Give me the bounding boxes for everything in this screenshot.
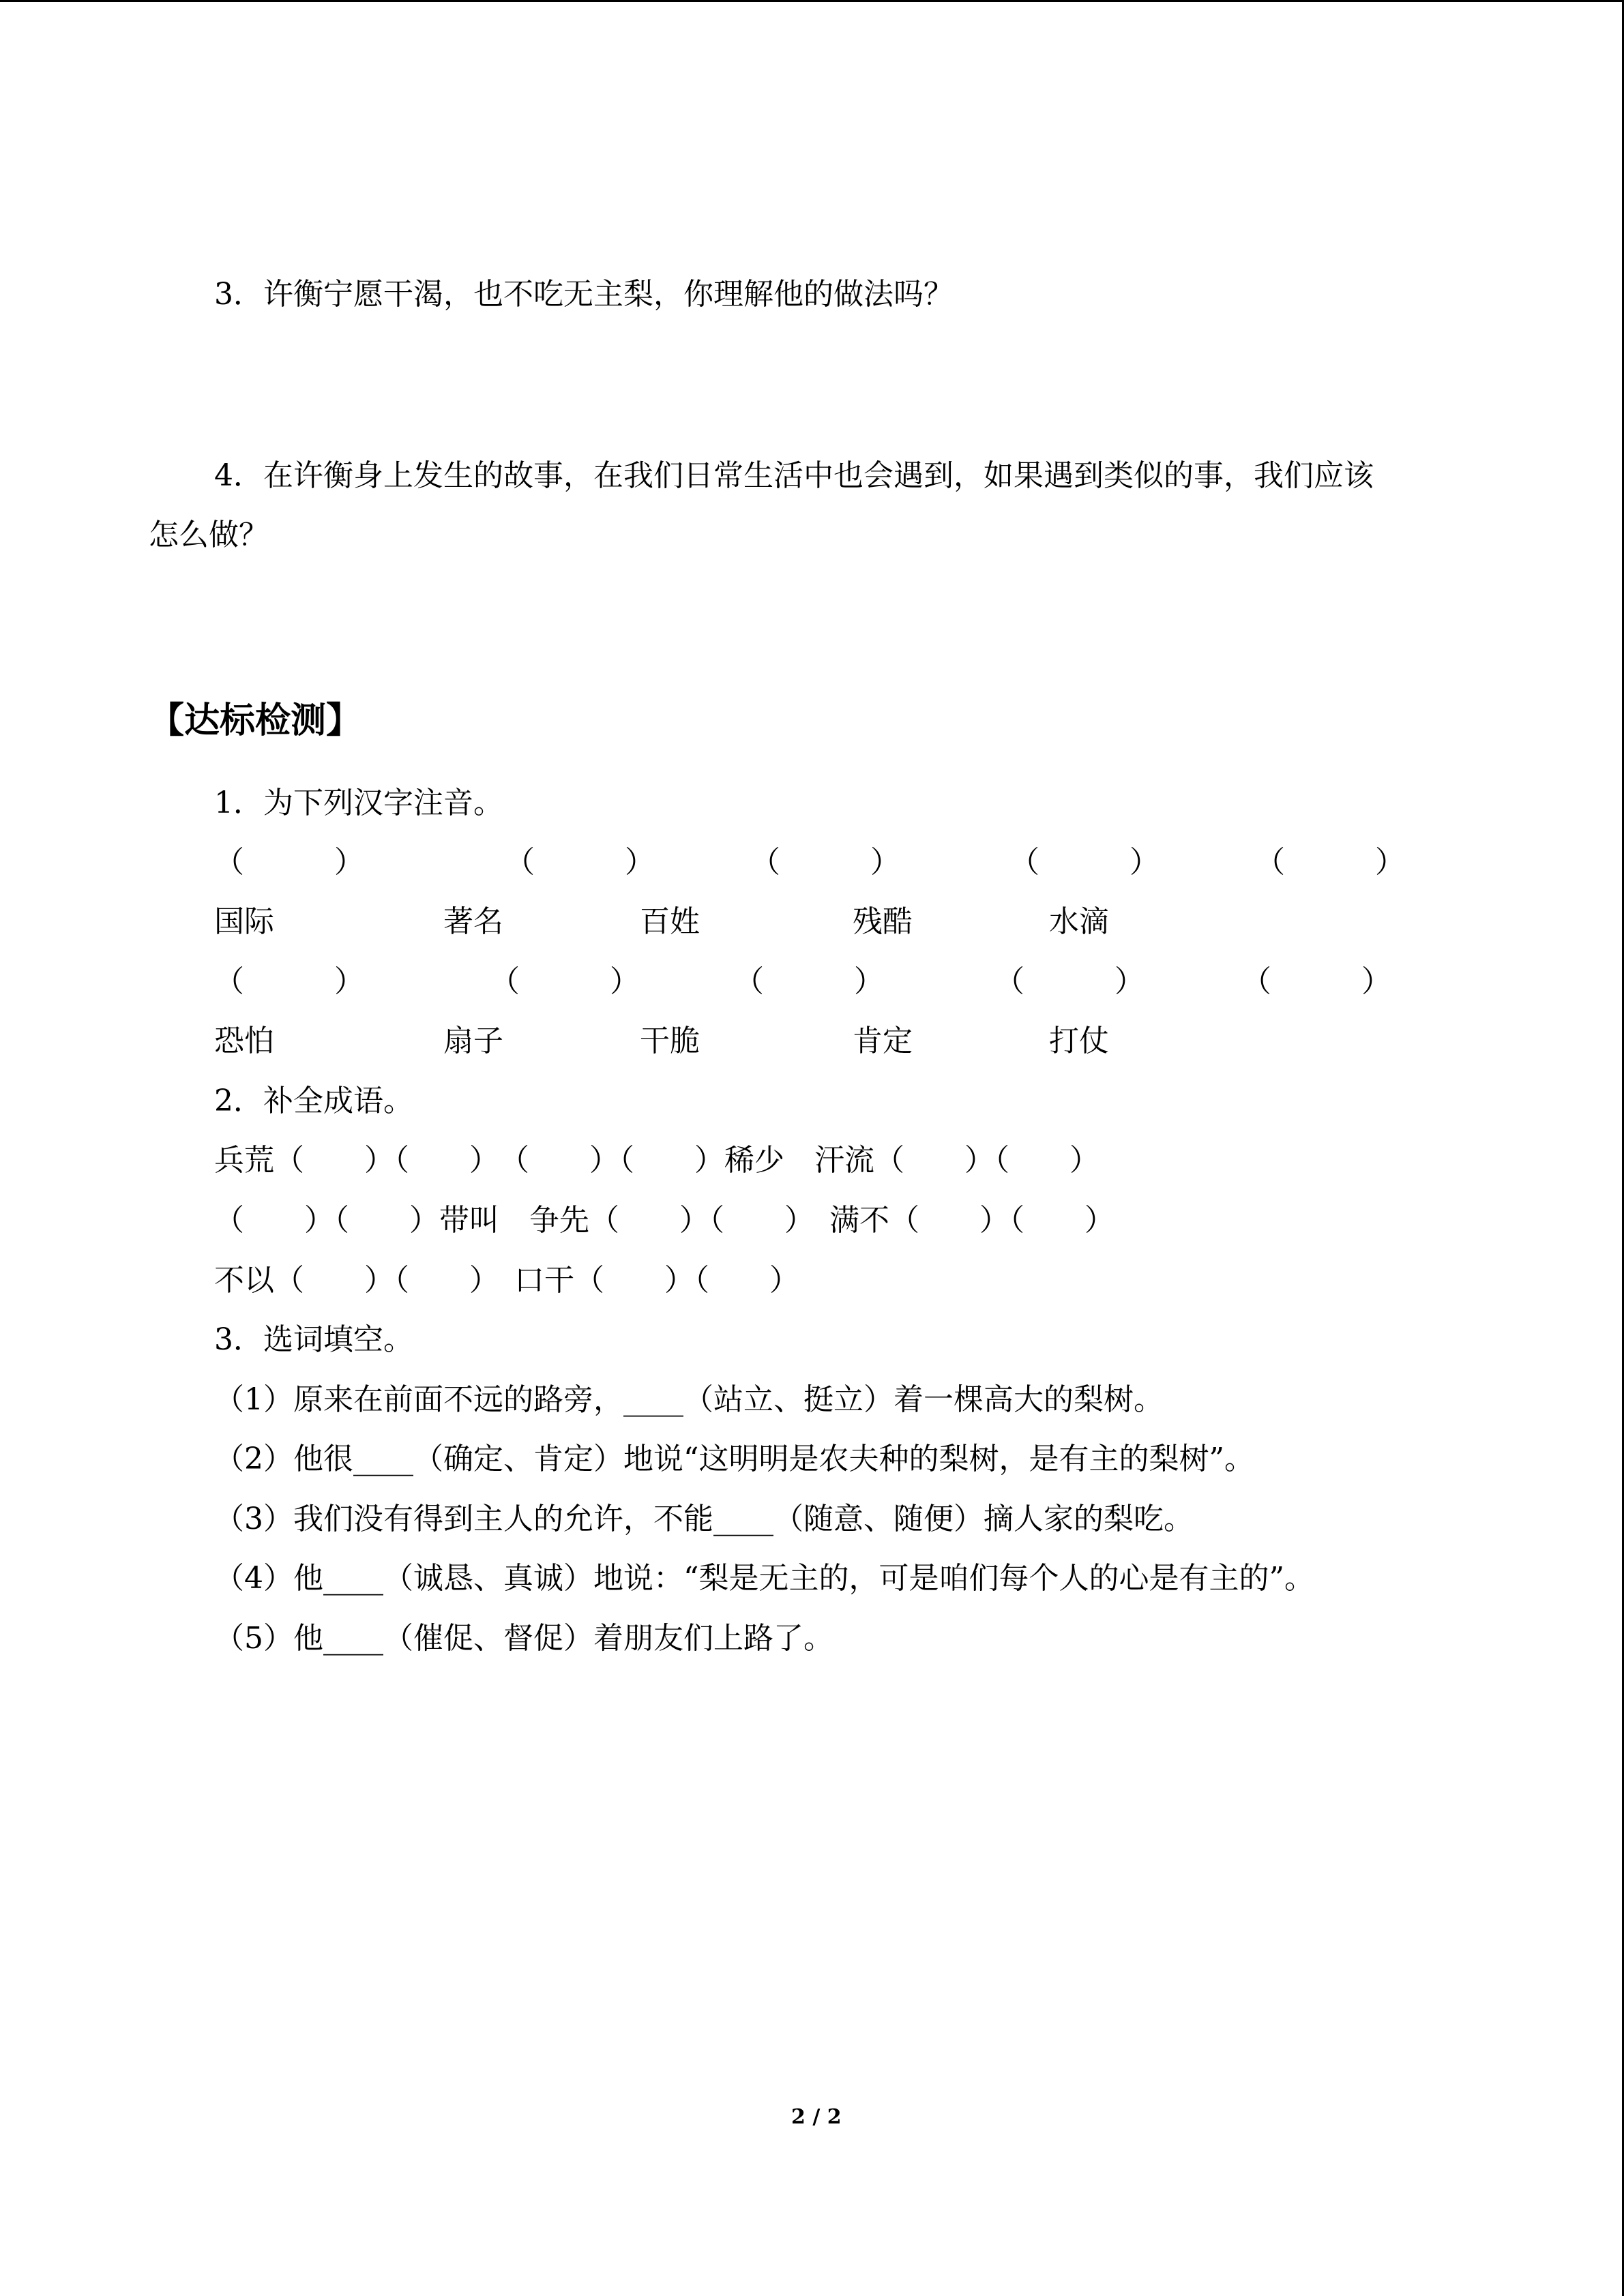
word-choice-item-4: （4）他____（诚恳、真诚）地说：“梨是无主的，可是咱们每个人的心是有主的”。: [214, 1561, 1314, 1596]
pinyin-word: 残酷: [853, 904, 913, 939]
pinyin-blank: （ ）: [214, 964, 364, 999]
idiom-task-heading: 2．补全成语。: [214, 1084, 413, 1118]
pinyin-blank: （ ）: [1241, 964, 1391, 999]
pinyin-blank: （ ）: [734, 964, 884, 999]
pinyin-blank: （ ）: [750, 845, 900, 880]
pinyin-blank: （ ）: [1009, 845, 1160, 880]
pinyin-word: 打仗: [1049, 1024, 1109, 1058]
pinyin-word: 水滴: [1049, 904, 1109, 939]
page-number: 2 / 2: [791, 2105, 842, 2129]
pinyin-word: 恐怕: [214, 1024, 274, 1058]
word-choice-item-2: （2）他很____（确定、肯定）地说“这明明是农夫种的梨树，是有主的梨树”。: [214, 1442, 1254, 1476]
word-choice-item-1: （1）原来在前面不远的路旁，____（站立、挺立）着一棵高大的梨树。: [214, 1382, 1164, 1417]
word-choice-heading: 3．选词填空。: [214, 1322, 413, 1357]
pinyin-word: 百姓: [640, 904, 700, 939]
pinyin-word: 国际: [214, 904, 274, 939]
word-choice-item-3: （3）我们没有得到主人的允许，不能____（随意、随便）摘人家的梨吃。: [214, 1502, 1194, 1536]
idiom-line-3: 不以（ ）（ ） 口干（ ）（ ）: [214, 1263, 799, 1298]
question-4-line-1: 4．在许衡身上发生的故事，在我们日常生活中也会遇到，如果遇到类似的事，我们应该: [214, 458, 1374, 493]
pinyin-word: 著名: [443, 904, 503, 939]
pinyin-word: 扇子: [443, 1024, 503, 1058]
section-title: 【达标检测】: [149, 700, 362, 741]
pinyin-word: 肯定: [853, 1024, 913, 1058]
idiom-line-2: （ ）（ ）带叫 争先（ ）（ ） 满不（ ）（ ）: [214, 1203, 1114, 1238]
pinyin-blank: （ ）: [1255, 845, 1405, 880]
idiom-line-1: 兵荒（ ）（ ） （ ）（ ）稀少 汗流（ ）（ ）: [214, 1143, 1099, 1178]
pinyin-blank: （ ）: [994, 964, 1145, 999]
question-4-line-2: 怎么做？: [149, 518, 269, 552]
pinyin-blank: （ ）: [214, 845, 364, 880]
pinyin-blank: （ ）: [505, 845, 655, 880]
word-choice-item-5: （5）他____（催促、督促）着朋友们上路了。: [214, 1621, 833, 1656]
pinyin-task-heading: 1．为下列汉字注音。: [214, 786, 503, 820]
pinyin-word: 干脆: [640, 1024, 700, 1058]
question-3: 3．许衡宁愿干渴，也不吃无主梨，你理解他的做法吗？: [214, 277, 954, 312]
pinyin-blank: （ ）: [490, 964, 640, 999]
